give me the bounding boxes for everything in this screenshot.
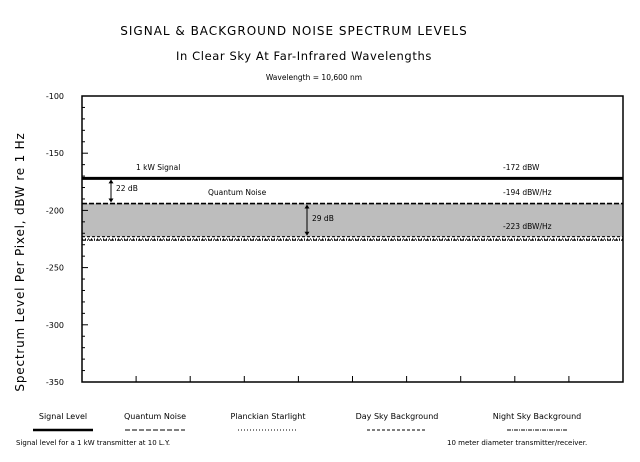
noise-band-layer — [82, 204, 623, 237]
y-tick-label-5: -350 — [45, 378, 64, 387]
signal-label: 1 kW Signal — [136, 163, 181, 172]
footnote-left: Signal level for a 1 kW transmitter at 10 L.Y. — [16, 439, 171, 447]
legend-label-3: Day Sky Background — [355, 412, 439, 421]
y-tick-label-3: -250 — [45, 263, 64, 273]
quantum-label: Quantum Noise — [208, 188, 267, 197]
legend — [33, 412, 581, 430]
gap1-arrow-head-bottom — [109, 199, 114, 203]
gap1-label: 22 dB — [116, 184, 138, 193]
chart-wavelength: Wavelength = 10,600 nm — [265, 73, 363, 82]
signal-value: -172 dBW — [503, 163, 540, 172]
background-value: -223 dBW/Hz — [503, 222, 552, 231]
x-ticks-layer — [82, 376, 623, 382]
gap1-arrow-head-top — [109, 179, 114, 183]
legend-label-2: Planckian Starlight — [230, 412, 306, 421]
quantum-value: -194 dBW/Hz — [503, 188, 552, 197]
legend-label-4: Night Sky Background — [492, 412, 582, 421]
y-tick-label-1: -150 — [45, 149, 64, 159]
chart-title: SIGNAL & BACKGROUND NOISE SPECTRUM LEVELS — [120, 24, 468, 38]
legend-label-0: Signal Level — [38, 412, 88, 421]
y-axis-label: Spectrum Level Per Pixel, dBW re 1 Hz — [13, 132, 27, 392]
noise-band — [82, 204, 623, 237]
y-tick-label-2: -200 — [45, 206, 64, 216]
legend-label-1: Quantum Noise — [123, 412, 187, 421]
gap2-label: 29 dB — [312, 214, 334, 223]
chart-subtitle: In Clear Sky At Far-Infrared Wavelengths — [176, 49, 432, 63]
y-tick-label-0: -100 — [45, 92, 64, 101]
footnote-right: 10 meter diameter transmitter/receiver. — [447, 439, 588, 447]
y-tick-label-4: -300 — [45, 320, 64, 330]
